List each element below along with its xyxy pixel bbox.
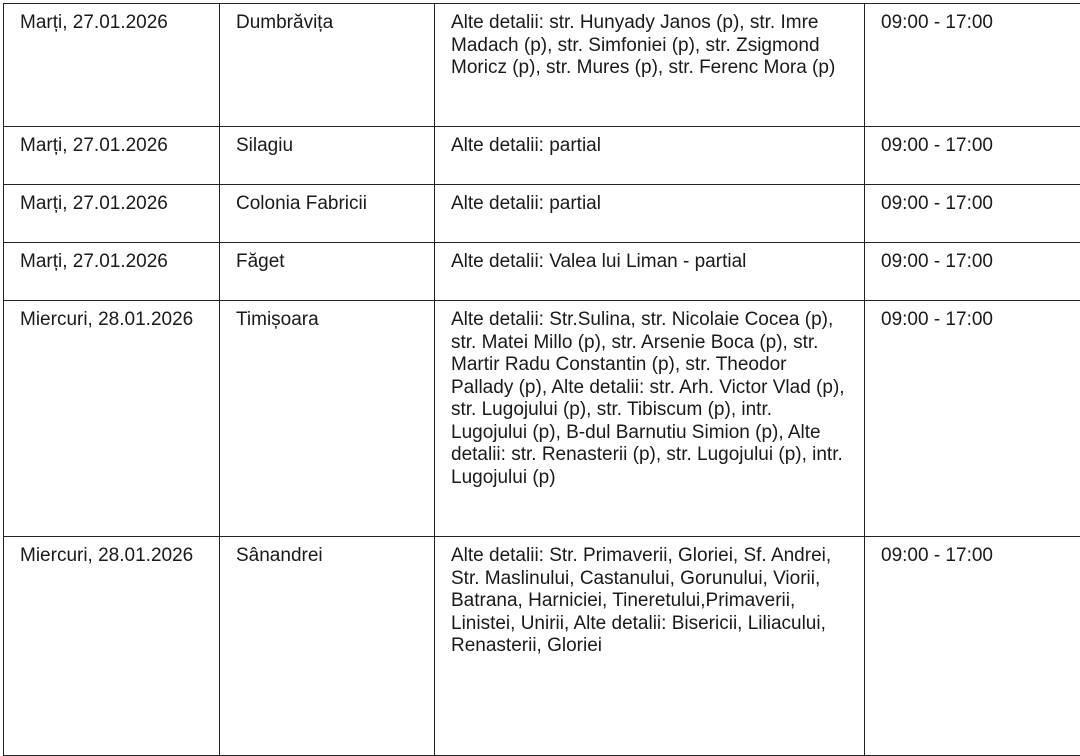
date-cell: Marți, 27.01.2026 bbox=[4, 185, 220, 243]
table-row bbox=[4, 301, 1080, 537]
interval-cell: 09:00 - 17:00 bbox=[865, 537, 1080, 756]
details-cell: Alte detalii: partial bbox=[435, 127, 865, 185]
locality-cell: Dumbrăvița bbox=[220, 4, 435, 127]
interval-cell: 09:00 - 17:00 bbox=[865, 185, 1080, 243]
outage-schedule-table bbox=[3, 3, 1080, 756]
date-cell: Marți, 27.01.2026 bbox=[4, 127, 220, 185]
interval-cell: 09:00 - 17:00 bbox=[865, 4, 1080, 127]
details-cell: Alte detalii: Str. Primaverii, Gloriei, Sf. Andrei, Str. Maslinului, Castanului, Gorunului, Viorii, Batrana, Harniciei, Tineretului,Primaverii, Linistei, Unirii, Alte detalii: Bisericii, Liliacului, Renasterii, Gloriei bbox=[435, 537, 865, 756]
details-cell: Alte detalii: partial bbox=[435, 185, 865, 243]
interval-cell: 09:00 - 17:00 bbox=[865, 243, 1080, 301]
locality-cell: Sânandrei bbox=[220, 537, 435, 756]
interval-cell: 09:00 - 17:00 bbox=[865, 127, 1080, 185]
locality-cell: Silagiu bbox=[220, 127, 435, 185]
locality-cell: Colonia Fabricii bbox=[220, 185, 435, 243]
details-cell: Alte detalii: str. Hunyady Janos (p), str. Imre Madach (p), str. Simfoniei (p), str. Zsigmond Moricz (p), str. Mures (p), str. Ferenc Mora (p) bbox=[435, 4, 865, 127]
table-row bbox=[4, 127, 1080, 185]
details-cell: Alte detalii: Valea lui Liman - partial bbox=[435, 243, 865, 301]
table-row bbox=[4, 537, 1080, 756]
interval-cell: 09:00 - 17:00 bbox=[865, 301, 1080, 537]
table-row bbox=[4, 185, 1080, 243]
locality-cell: Făget bbox=[220, 243, 435, 301]
locality-cell: Timișoara bbox=[220, 301, 435, 537]
table-row bbox=[4, 4, 1080, 127]
date-cell: Miercuri, 28.01.2026 bbox=[4, 301, 220, 537]
table-row bbox=[4, 243, 1080, 301]
date-cell: Marți, 27.01.2026 bbox=[4, 4, 220, 127]
date-cell: Marți, 27.01.2026 bbox=[4, 243, 220, 301]
details-cell: Alte detalii: Str.Sulina, str. Nicolaie Cocea (p), str. Matei Millo (p), str. Arsenie Boca (p), str. Martir Radu Constantin (p), str. Theodor Pallady (p), Alte detalii: str. Arh. Victor Vlad (p), str. Lugojului (p), str. Tibiscum (p), intr. Lugojului (p), B-dul Barnutiu Simion (p), Alte detalii: str. Renasterii (p), str. Lugojului (p), intr. Lugojului (p) bbox=[435, 301, 865, 537]
date-cell: Miercuri, 28.01.2026 bbox=[4, 537, 220, 756]
